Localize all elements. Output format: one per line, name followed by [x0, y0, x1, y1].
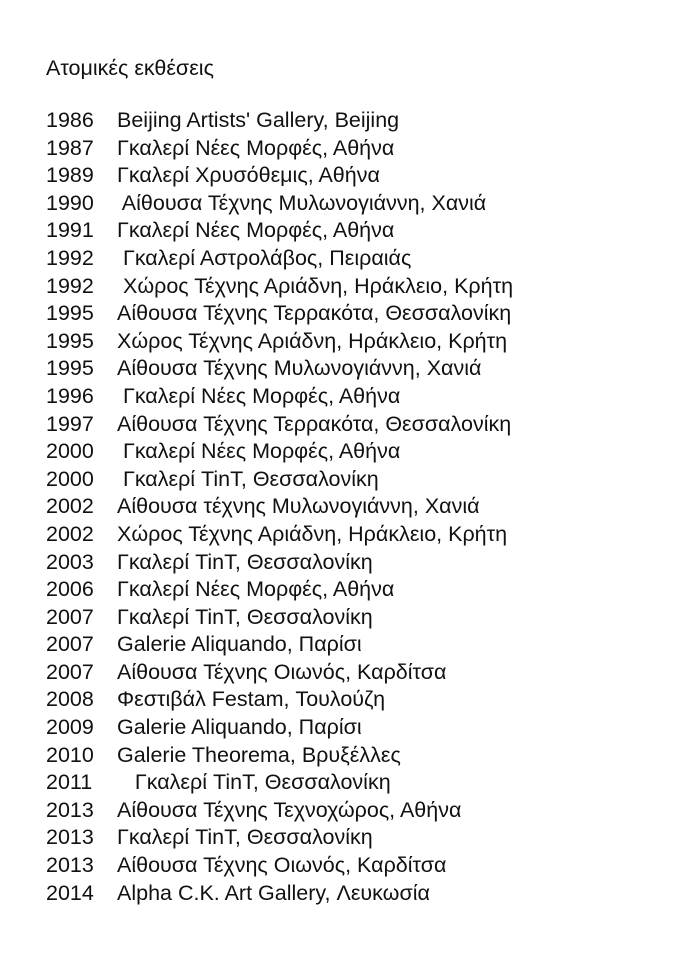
exhibition-venue: Galerie Theorema, Βρυξέλλες [117, 742, 401, 767]
list-item [46, 521, 513, 549]
exhibition-venue: Γκαλερί Αστρολάβος, Πειραιάς [117, 245, 412, 270]
exhibition-year: 1990 [46, 190, 94, 215]
exhibition-year: 1995 [46, 301, 94, 326]
list-item [46, 576, 513, 604]
exhibition-year: 2011 [46, 770, 93, 795]
list-item [46, 549, 513, 577]
list-item [46, 769, 513, 797]
exhibition-year: 1987 [46, 135, 94, 160]
exhibition-venue: Αίθουσα Τέχνης Μυλωνογιάννη, Χανιά [117, 190, 487, 215]
exhibition-year: 2002 [46, 521, 94, 546]
exhibition-venue: Γκαλερί Νέες Μορφές, Αθήνα [117, 439, 401, 464]
exhibition-year: 2009 [46, 715, 94, 740]
exhibition-year: 2007 [46, 659, 94, 684]
exhibition-venue: Αίθουσα Τέχνης Τερρακότα, Θεσσαλονίκη [117, 411, 512, 436]
list-item [46, 493, 513, 521]
exhibition-venue: Γκαλερί TinT, Θεσσαλονίκη [117, 466, 379, 491]
exhibition-venue: Γκαλερί Νέες Μορφές, Αθήνα [117, 577, 395, 602]
exhibition-venue: Γκαλερί Χρυσόθεμις, Αθήνα [117, 163, 380, 188]
exhibition-venue: Αίθουσα τέχνης Μυλωνογιάννη, Χανιά [117, 494, 480, 519]
exhibition-venue: Φεστιβάλ Festam, Τουλούζη [117, 687, 386, 712]
list-item [46, 162, 513, 190]
exhibition-year: 2003 [46, 549, 94, 574]
list-item [46, 438, 513, 466]
exhibition-venue: Αίθουσα Τέχνης Τερρακότα, Θεσσαλονίκη [117, 301, 512, 326]
list-item [46, 604, 513, 632]
exhibition-venue: Beijing Artists' Gallery, Beijing [117, 108, 400, 132]
list-item [46, 631, 513, 659]
exhibition-year: 2000 [46, 466, 94, 491]
exhibition-venue: Galerie Aliquando, Παρίσι [117, 632, 362, 657]
exhibition-venue: Γκαλερί Νέες Μορφές, Αθήνα [117, 135, 395, 160]
exhibition-venue: Αίθουσα Τέχνης Οιωνός, Καρδίτσα [117, 659, 447, 684]
list-item [46, 383, 513, 411]
list-item [46, 217, 513, 245]
exhibition-list [46, 107, 513, 907]
exhibition-year: 2010 [46, 742, 94, 767]
list-item [46, 355, 513, 383]
exhibition-venue: Χώρος Τέχνης Αριάδνη, Ηράκλειο, Κρήτη [117, 273, 514, 298]
list-item [46, 824, 513, 852]
exhibition-year: 1992 [46, 273, 94, 298]
list-item [46, 328, 513, 356]
exhibition-year: 1989 [46, 163, 94, 188]
list-item [46, 135, 513, 163]
exhibition-year: 1991 [46, 218, 94, 243]
exhibition-year: 2013 [46, 797, 94, 822]
list-item [46, 880, 513, 908]
list-item [46, 466, 513, 494]
list-item [46, 273, 513, 301]
exhibition-venue: Αίθουσα Τέχνης Μυλωνογιάννη, Χανιά [117, 356, 482, 381]
exhibition-year: 2007 [46, 632, 94, 657]
list-item [46, 797, 513, 825]
page-title: Ατομικές εκθέσεις [46, 56, 214, 80]
exhibition-venue: Γκαλερί TinT, Θεσσαλονίκη [117, 770, 391, 795]
exhibition-year: 1996 [46, 383, 94, 408]
exhibition-year: 2006 [46, 577, 94, 602]
exhibition-year: 2008 [46, 687, 94, 712]
exhibition-year: 1995 [46, 328, 94, 353]
exhibition-year: 2013 [46, 853, 94, 878]
exhibition-venue: Galerie Aliquando, Παρίσι [117, 715, 362, 740]
exhibition-year: 1986 [46, 108, 94, 132]
list-item [46, 714, 513, 742]
exhibition-year: 2013 [46, 825, 94, 850]
list-item [46, 411, 513, 439]
exhibition-venue: Γκαλερί Νέες Μορφές, Αθήνα [117, 383, 401, 408]
list-item [46, 686, 513, 714]
exhibition-venue: Χώρος Τέχνης Αριάδνη, Ηράκλειο, Κρήτη [117, 521, 508, 546]
exhibition-venue: Γκαλερί TinT, Θεσσαλονίκη [117, 604, 373, 629]
exhibition-venue: Alpha C.K. Art Gallery, Λευκωσία [117, 880, 430, 905]
list-item [46, 300, 513, 328]
list-item [46, 659, 513, 687]
exhibition-venue: Αίθουσα Τέχνης Οιωνός, Καρδίτσα [117, 853, 447, 878]
list-item [46, 245, 513, 273]
exhibition-venue: Γκαλερί Νέες Μορφές, Αθήνα [117, 218, 395, 243]
exhibition-year: 2007 [46, 604, 94, 629]
exhibition-year: 1997 [46, 411, 94, 436]
exhibition-year: 2002 [46, 494, 94, 519]
exhibition-year: 1992 [46, 245, 94, 270]
exhibition-year: 2014 [46, 880, 94, 905]
exhibition-venue: Γκαλερί TinT, Θεσσαλονίκη [117, 825, 373, 850]
exhibition-venue: Αίθουσα Τέχνης Τεχνοχώρος, Αθήνα [117, 797, 462, 822]
list-item [46, 852, 513, 880]
exhibition-year: 2000 [46, 439, 94, 464]
exhibition-venue: Χώρος Τέχνης Αριάδνη, Ηράκλειο, Κρήτη [117, 328, 508, 353]
list-item [46, 107, 513, 135]
list-item [46, 742, 513, 770]
exhibition-venue: Γκαλερί TinT, Θεσσαλονίκη [117, 549, 373, 574]
list-item [46, 190, 513, 218]
exhibition-year: 1995 [46, 356, 94, 381]
